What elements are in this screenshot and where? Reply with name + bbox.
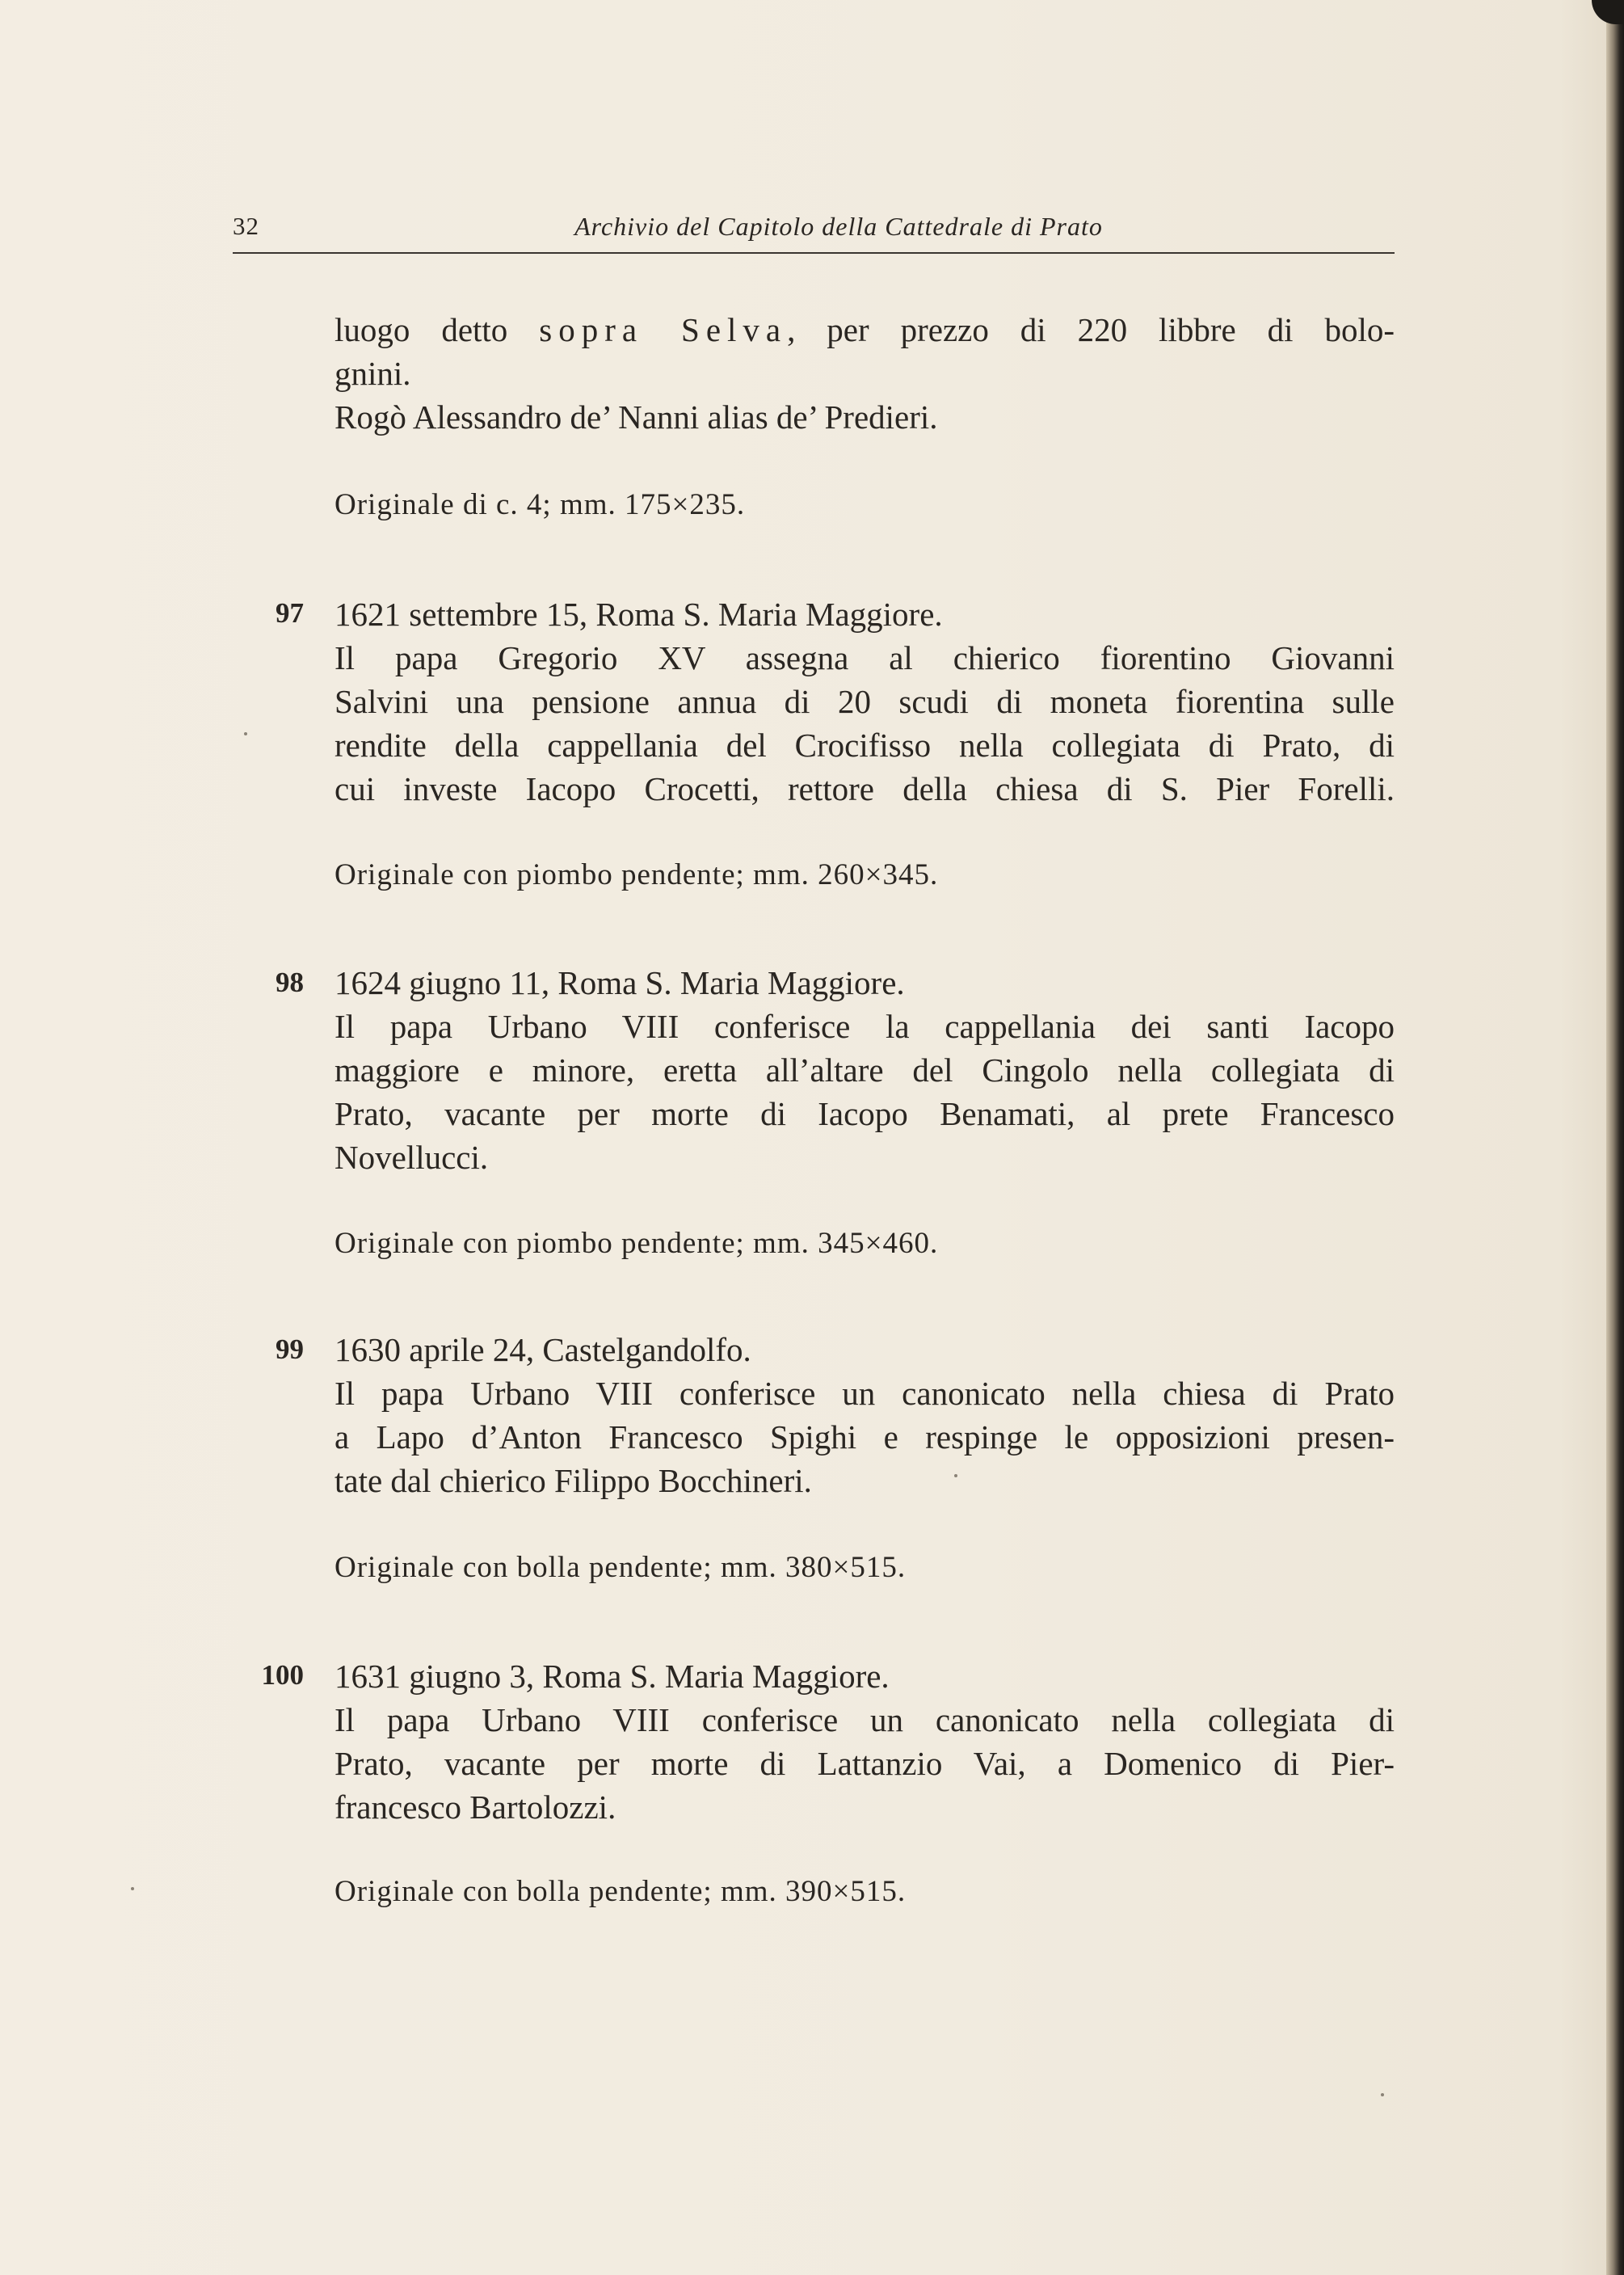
running-title: Archivio del Capitolo della Cattedrale di Prato	[574, 212, 1103, 241]
text-line: Rogò Alessandro de’ Nanni alias de’ Predieri.	[334, 398, 938, 436]
text-line: Il papa Gregorio XV assegna al chierico fiorentino Giovanni	[334, 639, 1395, 676]
entry-text	[334, 592, 1395, 811]
text-line: Prato, vacante per morte di Lattanzio Vai, a Domenico di Pier-	[334, 1745, 1395, 1782]
text-line: Prato, vacante per morte di Iacopo Benamati, al prete Francesco	[334, 1095, 1395, 1132]
text-line: tate dal chierico Filippo Bocchineri.	[334, 1462, 812, 1499]
text-line: rendite della cappellania del Crocifisso nella collegiata di Prato, di	[334, 727, 1395, 764]
entry-number: 97	[276, 597, 304, 629]
text-line: luogo detto sopra Selva, per prezzo di 220 libbre di bolo-	[334, 311, 1395, 348]
paper-speck	[131, 1887, 134, 1890]
paper-speck	[1381, 2093, 1384, 2096]
entry-date: 1631 giugno 3, Roma S. Maria Maggiore.	[334, 1658, 890, 1695]
entry-text	[334, 961, 1395, 1179]
text-line: cui investe Iacopo Crocetti, rettore della chiesa di S. Pier Forelli.	[334, 770, 1395, 807]
entry-date: 1630 aprile 24, Castelgandolfo.	[334, 1331, 751, 1368]
continuation-text	[334, 308, 1395, 439]
text-line: Salvini una pensione annua di 20 scudi di moneta fiorentina sulle	[334, 683, 1395, 720]
paper-speck	[954, 1474, 957, 1477]
text-line: a Lapo d’Anton Francesco Spighi e respinge le opposizioni presen-	[334, 1418, 1395, 1456]
binding-edge	[1606, 0, 1624, 2275]
page-number: 32	[233, 212, 259, 240]
page-header	[233, 212, 1395, 254]
paper-speck	[244, 732, 247, 735]
entry-text	[334, 1328, 1395, 1502]
spaced-place-name: sopra Selva	[539, 311, 788, 348]
entry-number: 98	[276, 967, 304, 998]
text-line: maggiore e minore, eretta all’altare del Cingolo nella collegiata di	[334, 1051, 1395, 1089]
source-note: Originale con bolla pendente; mm. 390×515.	[334, 1875, 907, 1908]
text-line: Il papa Urbano VIII conferisce un canonicato nella collegiata di	[334, 1701, 1395, 1738]
text-line: Il papa Urbano VIII conferisce un canonicato nella chiesa di Prato	[334, 1375, 1395, 1412]
text-line: Il papa Urbano VIII conferisce la cappellania dei santi Iacopo	[334, 1008, 1395, 1045]
entry-number: 99	[276, 1333, 304, 1365]
entry-date: 1621 settembre 15, Roma S. Maria Maggiore.	[334, 596, 943, 633]
entry-text	[334, 1654, 1395, 1829]
entry-date: 1624 giugno 11, Roma S. Maria Maggiore.	[334, 964, 905, 1001]
source-note: Originale con piombo pendente; mm. 345×460.	[334, 1227, 939, 1260]
text-line: Novellucci.	[334, 1139, 489, 1176]
source-note: Originale con piombo pendente; mm. 260×345.	[334, 858, 939, 891]
source-note: Originale di c. 4; mm. 175×235.	[334, 488, 746, 521]
text-line: gnini.	[334, 355, 411, 392]
source-note: Originale con bolla pendente; mm. 380×515.	[334, 1551, 907, 1584]
entry-number: 100	[261, 1659, 304, 1691]
text-line: francesco Bartolozzi.	[334, 1788, 616, 1826]
